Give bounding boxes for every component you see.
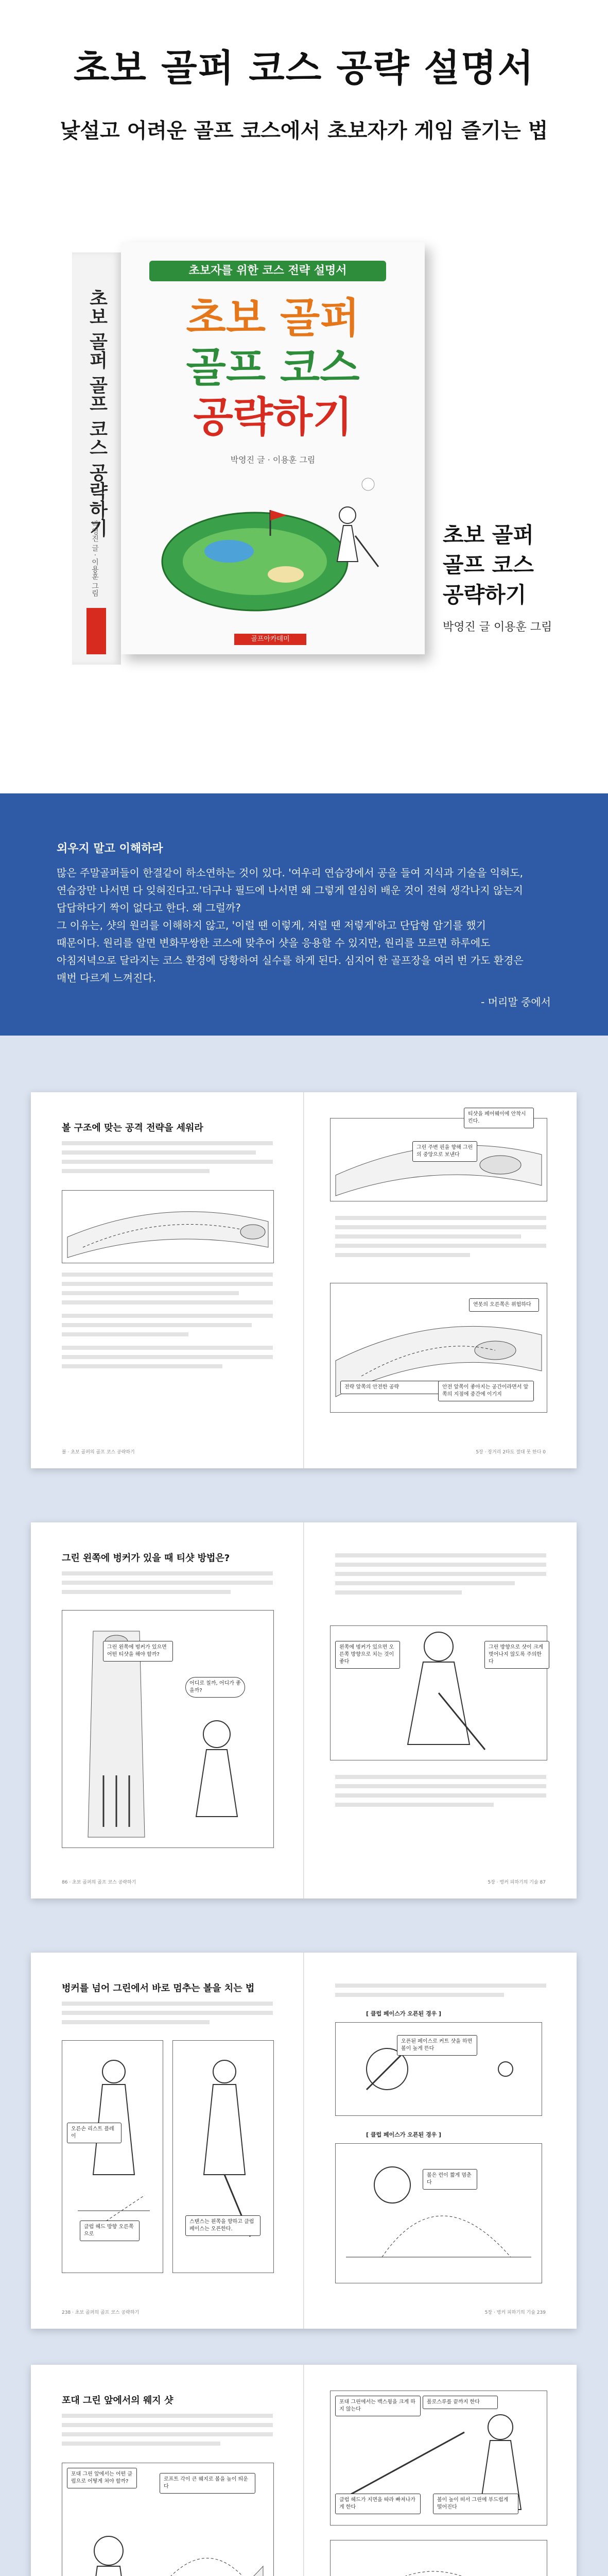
body-text (335, 1984, 546, 2002)
callout: 오른손 리스트 플레이 (67, 2123, 121, 2143)
callout: 볼은 런이 짧게 멈춘다 (423, 2169, 477, 2190)
ball-flight-diagram (330, 2540, 547, 2576)
quote-heading: 외우지 말고 이해하라 (57, 842, 163, 855)
callout: 연못의 오른쪽은 위험하다 (469, 1298, 539, 1312)
cover-author: 박영진 글 · 이용훈 그림 (230, 455, 316, 465)
body-text (62, 1141, 273, 1178)
spread-3-heading: 벙커를 넘어 그린에서 바로 멈추는 볼을 치는 법 (62, 1983, 255, 1994)
quote-line: 그 이유는, 샷의 원리를 이해하지 않고, '이럴 땐 이렇게, 저럴 땐 저렇게'하고 단답형 암기를 했기 (57, 919, 486, 931)
quote-source: - 머리말 중에서 (481, 996, 551, 1008)
quote-line: 매번 다르게 느껴진다. (57, 972, 156, 984)
callout: 클럽 헤드가 지면을 따라 빠져나가게 한다 (335, 2494, 421, 2514)
callout: 전략 앞쪽의 안전한 공략 (340, 1381, 441, 1394)
body-text (335, 1775, 546, 1812)
quote-line: 많은 주말골퍼들이 한결같이 하소연하는 것이 있다. '여우리 연습장에서 공을 들여 지식과 기술을 익혀도, (57, 867, 523, 879)
body-text (62, 1273, 273, 1374)
callout: 오픈된 페이스로 커트 샷을 하면 볼이 높게 뜬다 (397, 2035, 477, 2056)
spread-1-heading: 볼 구조에 맞는 공격 전략을 세워라 (62, 1123, 203, 1133)
callout: 그린 방향으로 샷이 크게 벗어나지 않도록 주의한다 (484, 1641, 549, 1669)
side-title-line3: 공략하기 (443, 582, 527, 607)
body-text (62, 1571, 273, 1599)
book-spread-3 (31, 1953, 577, 2329)
quote-section (0, 793, 608, 1036)
callout: 그린 왼쪽에 벙커가 있으면 어떤 티샷을 해야 할까? (103, 1641, 173, 1662)
spine-title: 초보 골퍼 골프 코스 공략하기 (86, 289, 108, 537)
book-spine (72, 252, 121, 665)
spine-author: 박영진 글 · 이용훈 그림 (91, 520, 99, 597)
fairway-diagram (62, 1190, 274, 1263)
side-title-line2: 골프 코스 (443, 552, 534, 578)
page-footer: 5장 · 장거리 2타도 절대 못 한다 0 (476, 1450, 546, 1455)
callout: 스탠스는 왼쪽을 향하고 클럽 페이스는 오픈한다. (185, 2215, 260, 2236)
spread-4-left-page (31, 2365, 303, 2576)
cover-title-line2: 골프 코스 (186, 344, 360, 392)
quote-body (57, 864, 551, 987)
callout: 클럽 헤드 방향 오른쪽으로 (80, 2221, 140, 2241)
spread-2-right-page (304, 1522, 577, 1899)
callout: 왼쪽에 벙커가 있으면 오른쪽 방향으로 치는 것이 좋다 (335, 1641, 400, 1669)
body-text (62, 2002, 273, 2029)
callout: 로프트 각이 큰 웨지로 볼을 높이 띄운다 (160, 2473, 255, 2494)
golf-course-illustration (152, 474, 394, 629)
spread-3-left-page (31, 1953, 303, 2329)
stance-panel-2 (172, 2040, 274, 2273)
cover-title-line1: 초보 골퍼 (186, 294, 360, 342)
callout: 안전 앞쪽이 좋아지는 공간이라면서 앞쪽의 지점에 중간에 이기지 (438, 1381, 534, 1401)
side-author: 박영진 글 이용훈 그림 (443, 621, 552, 634)
page-footer: 5장 · 벙커 피하기의 기술 87 (488, 1880, 546, 1885)
hero-subtitle: 낯설고 어려운 골프 코스에서 초보자가 게임 즐기는 법 (60, 119, 548, 143)
book-spread-4 (31, 2365, 577, 2576)
spread-1-left-page (31, 1092, 303, 1468)
page-footer: 238 · 초보 골퍼의 골프 코스 공략하기 (62, 2310, 140, 2315)
book-spread-1 (31, 1092, 577, 1468)
callout: 포대 그린에서는 백스윙을 크게 하지 않는다 (335, 2396, 421, 2416)
body-text (335, 1553, 546, 1600)
side-title-line1: 초보 골퍼 (443, 522, 534, 548)
quote-line: 때문이다. 원리를 알면 변화무쌍한 코스에 맞추어 샷을 응용할 수 있지만, 원리를 모르면 하루에도 (57, 937, 491, 949)
page-footer: 86 · 초보 골퍼의 골프 코스 공략하기 (62, 1880, 136, 1885)
publisher-logo (86, 608, 106, 654)
quote-line: 답답하다기 짝이 없다고 한다. 왜 그럴까? (57, 902, 241, 914)
side-title (443, 520, 597, 610)
quote-line: 아침저녁으로 달라지는 코스 환경에 당황하여 실수를 하게 된다. 심지어 한 골프장을 여러 번 가도 환경은 (57, 954, 524, 967)
spread-3-right-page (304, 1953, 577, 2329)
hero-title: 초보 골퍼 코스 공략 설명서 (73, 46, 535, 90)
callout: 볼이 높이 떠서 그린에 부드럽게 떨어진다 (433, 2494, 518, 2514)
book-image (72, 242, 432, 659)
book-cover (121, 242, 425, 654)
callout: 포대 그린 앞에서는 어떤 클럽으로 어떻게 쳐야 할까? (67, 2468, 137, 2488)
cover-publisher: 골프아카데미 (234, 634, 306, 645)
body-text (62, 2414, 273, 2451)
spread-4-right-page (304, 2365, 577, 2576)
spread-2-heading: 그린 왼쪽에 벙커가 있을 때 티샷 방법은? (62, 1553, 230, 1564)
figure-label: [ 클럽 페이스가 오픈된 경우 ] (366, 2131, 442, 2138)
spread-4-heading: 포대 그린 앞에서의 웨지 샷 (62, 2395, 173, 2406)
hero-section (0, 0, 608, 793)
quote-line: 연습장만 나서면 다 잊혀진다고.'더구나 필드에 나서면 왜 그렇게 열심히 배운 것이 전혀 생각나지 않는지 (57, 884, 523, 896)
cover-title-line3: 공략하기 (193, 393, 353, 441)
body-text (335, 1216, 546, 1262)
spread-1-right-page (304, 1092, 577, 1468)
callout: 폴로스루를 끝까지 한다 (423, 2396, 498, 2409)
cover-banner: 초보자를 위한 코스 전략 설명서 (149, 261, 386, 281)
spread-2-left-page (31, 1522, 303, 1899)
speech-bubble: 어디로 칠까, 어디가 좋을까? (185, 1677, 245, 1698)
callout: 그린 주변 핀을 향해 그린의 중앙으로 보낸다 (412, 1141, 477, 1162)
book-spread-2 (31, 1522, 577, 1899)
callout: 티샷을 페어웨이에 안착시킨다. (464, 1108, 534, 1128)
figure-label: [ 클럽 페이스가 오픈된 경우 ] (366, 2010, 442, 2017)
page-footer: 볼 · 초보 골퍼의 골프 코스 공략하기 (62, 1450, 135, 1455)
open-face-diagram-2 (335, 2143, 542, 2283)
page-footer: 5장 · 벙커 피하기의 기술 239 (484, 2310, 546, 2315)
